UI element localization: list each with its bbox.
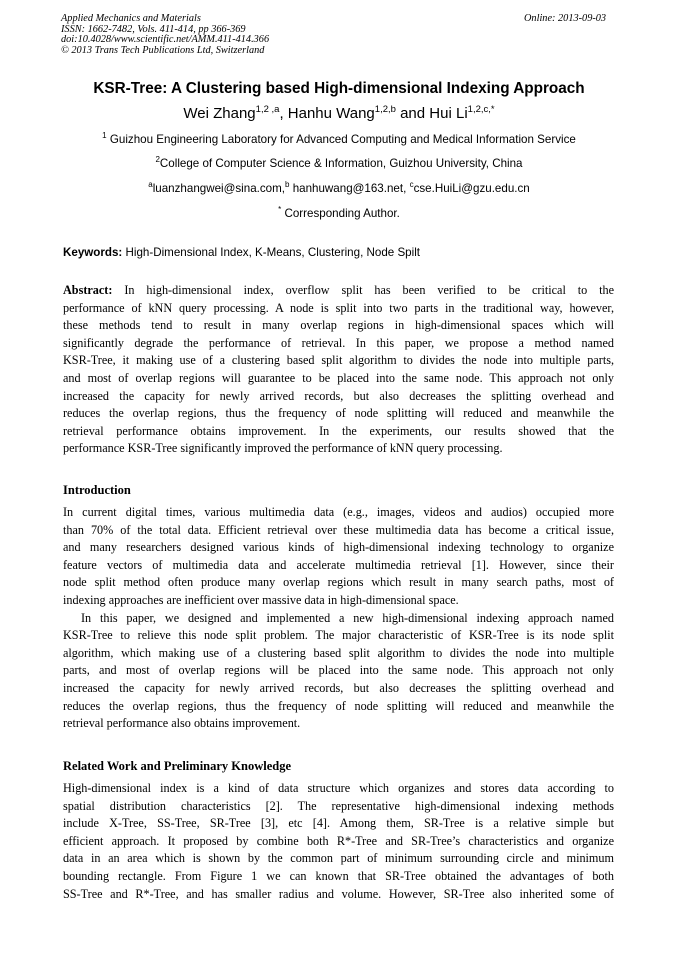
author-affiliation-sup: 1,2,c,* — [467, 104, 495, 115]
affiliation-text: Guizhou Engineering Laboratory for Advanced Computing and Medical Information Service — [109, 133, 576, 146]
affiliation-text: College of Computer Science & Information, Guizhou University, China — [159, 157, 523, 170]
affiliation-sup: 1 — [102, 131, 107, 140]
section-heading-introduction: Introduction — [63, 483, 131, 497]
abstract-line: significantly degrade the performance of retrieval. In this paper, we propose a method named — [63, 335, 614, 350]
body-line: KSR-Tree to relieve this node split problem. The major characteristic of KSR-Tree is its node split — [63, 628, 614, 643]
abstract-line: performance of kNN query processing. A node is split into two parts in the traditional way, however, — [63, 300, 614, 315]
body-line: parts, and most of overlap regions will be placed into the same node. This approach not only — [63, 663, 614, 678]
abstract-line: performance KSR-Tree significantly improved the performance of kNN query processing. — [63, 441, 503, 456]
affiliation-1 — [0, 133, 678, 146]
email-address: hanhuwang@163.net, — [292, 182, 407, 195]
body-line: SS-Tree and R*-Tree, and has smaller radius and volume. However, SR-Tree also inherited some of — [63, 886, 614, 901]
body-line: than 70% of the total data. Efficient retrieval over these multimedia data has become a critical issue, — [63, 522, 614, 537]
online-date: Online: 2013-09-03 — [524, 13, 607, 24]
email-address: cse.HuiLi@gzu.edu.cn — [413, 182, 530, 195]
author-separator: and — [395, 105, 430, 122]
body-line: data in an area which is shown by the common part of minimum surrounding circle and minimum — [63, 851, 614, 866]
keywords — [63, 246, 420, 259]
issn-line: ISSN: 1662-7482, Vols. 411-414, pp 366-369 — [61, 23, 246, 35]
abstract-line — [63, 282, 614, 300]
body-line: efficient approach. It proposed by combine both R*-Tree and SR-Tree’s characteristics and organize — [63, 833, 614, 848]
abstract-label: Abstract: — [63, 283, 113, 297]
email-sup: a — [148, 180, 153, 189]
body-line: and many researchers designed various kinds of high-dimensional indexing technology to organize — [63, 540, 614, 555]
body-line: algorithm, which making use of a clustering based split algorithm to divides the node into multiple — [63, 645, 614, 660]
abstract-line: and most of overlap regions will guarantee to be placed into the same node. This approach not only — [63, 370, 614, 385]
corresponding-sup: * — [278, 205, 282, 214]
corresponding-text: Corresponding Author. — [284, 207, 400, 220]
copyright-line: © 2013 Trans Tech Publications Ltd, Switzerland — [61, 44, 265, 56]
abstract — [63, 282, 614, 458]
body-line: bounding rectangle. From Figure 1 we can known that SR-Tree obtained the advantages of both — [63, 868, 614, 883]
body-line: In current digital times, various multimedia data (e.g., images, videos and audios) occupied more — [63, 505, 614, 519]
abstract-line: increased the capacity for newly arrived records, but also decreases the splitting overhead and — [63, 388, 614, 403]
body-line: indexing approaches are inefficient over massive data in high-dimensional space. — [63, 592, 459, 607]
abstract-line: these methods tend to result in many overlap regions in high-dimensional spaces which will — [63, 318, 614, 333]
journal-name: Applied Mechanics and Materials — [61, 13, 201, 24]
email-sup: c — [409, 180, 414, 189]
author-line — [0, 105, 678, 122]
doi-line: doi:10.4028/www.scientific.net/AMM.411-414.366 — [61, 34, 270, 46]
author-name: Hanhu Wang — [287, 105, 375, 122]
email-line — [0, 182, 678, 195]
keywords-text: High-Dimensional Index, K-Means, Clustering, Node Spilt — [125, 246, 421, 259]
paper-title: KSR-Tree: A Clustering based High-dimensional Indexing Approach — [93, 80, 585, 97]
body-line: increased the capacity for newly arrived records, but also decreases the splitting overhead and — [63, 680, 614, 695]
section-heading-related-work: Related Work and Preliminary Knowledge — [63, 759, 292, 773]
body-line: High-dimensional index is a kind of data structure which organizes and stores data according to — [63, 781, 614, 795]
body-line: reduces the overlap regions, thus the frequency of node splitting will reduced and meanwhile the — [63, 698, 614, 713]
body-line: retrieval performance also obtains improvement. — [63, 716, 301, 731]
body-line: In this paper, we designed and implemented a new high-dimensional indexing approach named — [81, 610, 614, 625]
introduction-body — [63, 504, 614, 733]
author-name: Hui Li — [429, 105, 468, 122]
author-name: Wei Zhang — [183, 105, 256, 122]
email-sup: b — [285, 180, 290, 189]
corresponding-author — [0, 207, 678, 220]
affiliation-sup: 2 — [155, 155, 160, 164]
body-line: include X-Tree, SS-Tree, SR-Tree [3], etc [4]. Among them, SR-Tree is a relative simple but — [63, 816, 614, 831]
body-line: feature vectors of multimedia data and accelerate multimedia retrieval [1]. However, since their — [63, 557, 614, 572]
related-work-body — [63, 780, 614, 903]
journal-header — [61, 14, 269, 56]
author-separator: , — [279, 105, 288, 122]
body-line: spatial distribution characteristics [2]. The representative high-dimensional indexing methods — [63, 798, 614, 813]
author-affiliation-sup: 1,2,b — [374, 104, 396, 115]
keywords-label: Keywords: — [63, 246, 123, 259]
email-address: luanzhangwei@sina.com, — [152, 182, 285, 195]
body-line: node split method often produce many overlap regions which result in many search paths, most of — [63, 575, 614, 590]
abstract-line: KSR-Tree, it making use of a clustering based split algorithm to divides the node into multiple parts, — [63, 353, 614, 368]
abstract-line-text: In high-dimensional index, overflow split has been verified to be critical to the — [112, 283, 614, 297]
abstract-line: reduces the overlap regions, thus the frequency of node splitting will reduced and meanwhile the — [63, 406, 614, 421]
affiliation-2 — [0, 157, 678, 170]
author-affiliation-sup: 1,2 ,a — [255, 104, 280, 115]
abstract-line: retrieval performance obtains improvement. In the experiments, our results showed that the — [63, 423, 614, 438]
